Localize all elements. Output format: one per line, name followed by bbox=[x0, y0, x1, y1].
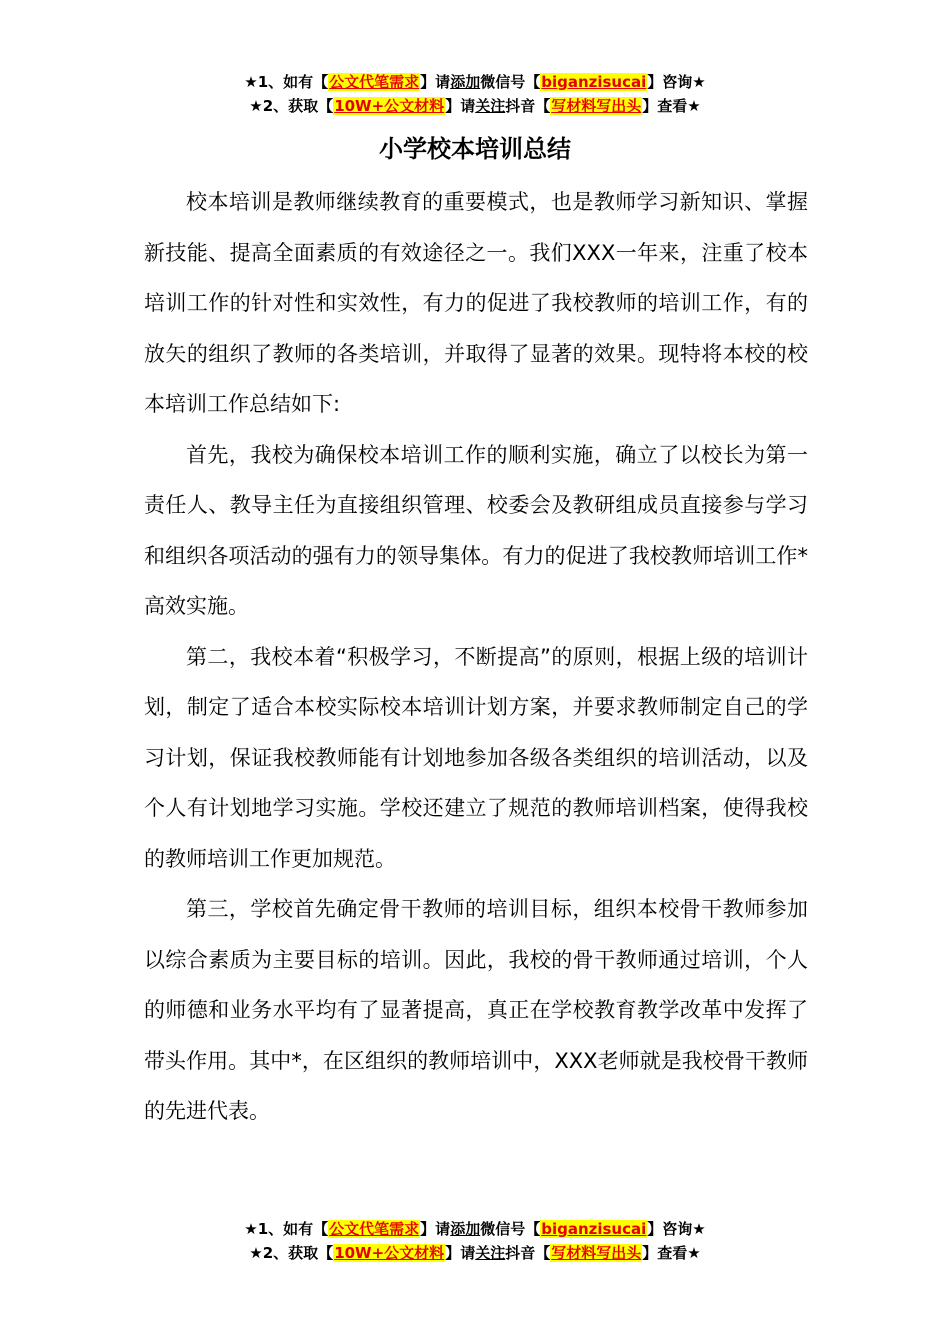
highlight-service: 公文代笔需求 bbox=[329, 73, 420, 91]
banner-text: ★2、获取【 bbox=[249, 1244, 334, 1262]
banner-text: 】请 bbox=[445, 1244, 476, 1262]
banner-line-1 bbox=[0, 70, 950, 94]
banner-text: 】请 bbox=[420, 73, 451, 91]
paragraph-intro: 校本培训是教师继续教育的重要模式，也是教师学习新知识、掌握新技能、提高全面素质的有效途径之一。我们XXX一年来，注重了校本培训工作的针对性和实效性，有力的促进了我校教师的培训工作，有的放矢的组织了教师的各类培训，并取得了显著的效果。现特将本校的校本培训工作总结如下: bbox=[144, 190, 808, 416]
document-title: 小学校本培训总结 bbox=[379, 135, 571, 163]
douyin-account: 写材料写出头 bbox=[551, 97, 642, 115]
wechat-id: biganzisucai bbox=[541, 73, 647, 91]
highlight-service: 公文代笔需求 bbox=[329, 1220, 420, 1238]
banner-text: ★1、如有【 bbox=[244, 1220, 329, 1238]
highlight-materials: 10W+公文材料 bbox=[334, 97, 445, 115]
footer-banner bbox=[0, 1217, 950, 1265]
banner-text: 】咨询★ bbox=[647, 1220, 706, 1238]
paragraph-second: 第二，我校本着“积极学习，不断提高”的原则，根据上级的培训计划，制定了适合本校实际校本培训计划方案，并要求教师制定自己的学习计划，保证我校教师能有计划地参加各级各类组织的培训活动，以及个人有计划地学习实施。学校还建立了规范的教师培训档案，使得我校的教师培训工作更加规范。 bbox=[144, 644, 808, 871]
banner-text: 】请 bbox=[420, 1220, 451, 1238]
paragraph-third: 第三，学校首先确定骨干教师的培训目标，组织本校骨干教师参加以综合素质为主要目标的培训。因此，我校的骨干教师通过培训，个人的师德和业务水平均有了显著提高，真正在学校教育教学改革中发挥了带头作用。其中*，在区组织的教师培训中，XXX老师就是我校骨干教师的先进代表。 bbox=[144, 897, 808, 1123]
banner-text: ★2、获取【 bbox=[249, 97, 334, 115]
banner-text: 】咨询★ bbox=[647, 73, 706, 91]
banner-text: 抖音【 bbox=[505, 1244, 551, 1262]
banner-text: 】请 bbox=[445, 97, 476, 115]
banner-text: 微信号【 bbox=[480, 73, 541, 91]
banner-text: 】查看★ bbox=[642, 97, 701, 115]
banner-text: 微信号【 bbox=[480, 1220, 541, 1238]
document-body bbox=[144, 177, 808, 1137]
banner-emphasis: 添加 bbox=[450, 1220, 481, 1238]
douyin-account: 写材料写出头 bbox=[551, 1244, 642, 1262]
wechat-id: biganzisucai bbox=[541, 1220, 647, 1238]
banner-line-1 bbox=[0, 1217, 950, 1241]
banner-text: ★1、如有【 bbox=[244, 73, 329, 91]
header-banner bbox=[0, 70, 950, 118]
banner-emphasis: 添加 bbox=[450, 73, 481, 91]
banner-emphasis: 关注 bbox=[475, 1244, 506, 1262]
banner-text: 】查看★ bbox=[642, 1244, 701, 1262]
banner-line-2 bbox=[0, 1241, 950, 1265]
highlight-materials: 10W+公文材料 bbox=[334, 1244, 445, 1262]
banner-text: 抖音【 bbox=[505, 97, 551, 115]
banner-line-2 bbox=[0, 94, 950, 118]
banner-emphasis: 关注 bbox=[475, 97, 506, 115]
paragraph-first: 首先，我校为确保校本培训工作的顺利实施，确立了以校长为第一责任人、教导主任为直接组织管理、校委会及教研组成员直接参与学习和组织各项活动的强有力的领导集体。有力的促进了我校教师培训工作*高效实施。 bbox=[144, 442, 808, 618]
